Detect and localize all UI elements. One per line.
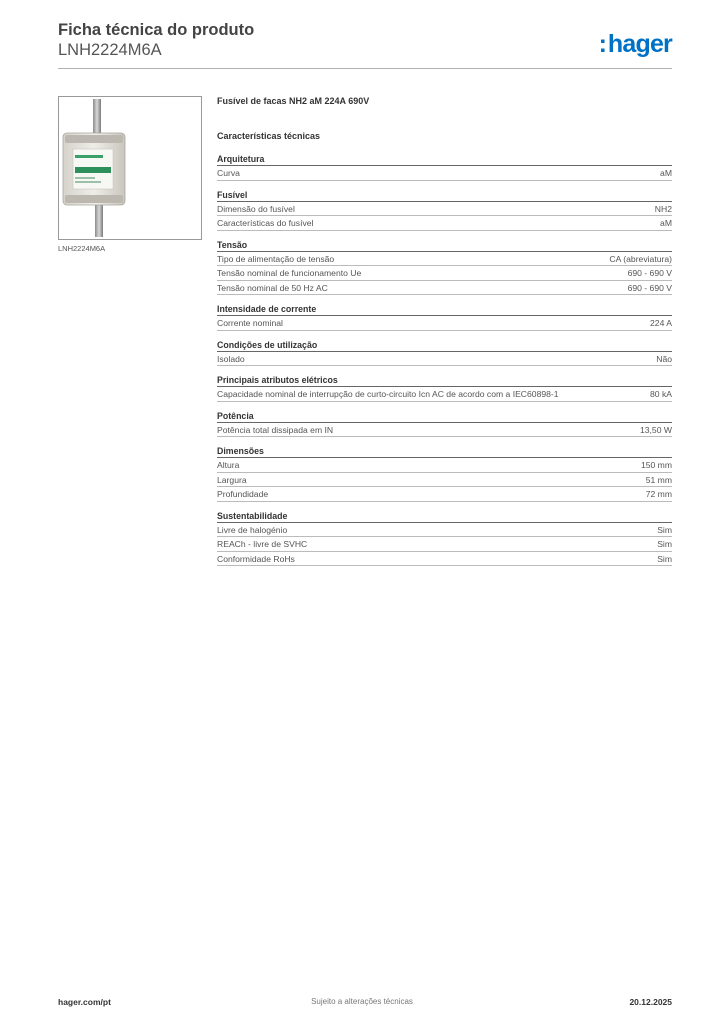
spec-row [217,281,672,296]
spec-value: aM [660,168,672,178]
spec-value: Sim [657,539,672,549]
spec-value: CA (abreviatura) [609,253,672,264]
header-divider [58,68,672,69]
spec-group-title: Condições de utilização [217,338,672,352]
spec-group-title: Arquitetura [217,152,672,166]
spec-group [217,188,672,231]
spec-value: aM [660,218,672,228]
logo-colon: : [598,30,607,58]
footer-website[interactable]: hager.com/pt [58,997,111,1007]
hager-logo [599,30,672,59]
spec-group [217,338,672,367]
spec-label: Dimensão do fusível [217,203,295,214]
footer-notice: Sujeito a alterações técnicas [311,997,413,1006]
spec-value: Não [656,353,672,364]
spec-label: REACh - livre de SVHC [217,539,308,549]
spec-row [217,266,672,281]
spec-label: Altura [217,460,240,470]
spec-label: Potência total dissipada em IN [217,424,334,435]
spec-label: Livre de halogénio [217,524,288,535]
spec-label: Tipo de alimentação de tensão [217,253,335,264]
spec-label: Corrente nominal [217,318,283,328]
product-reference: LNH2224M6A [58,41,162,59]
spec-value: NH2 [654,203,672,214]
spec-label: Profundidade [217,489,269,499]
spec-row [217,352,672,367]
spec-group [217,509,672,567]
spec-group [217,409,672,438]
page-title: Ficha técnica do produto [58,21,255,39]
spec-group [217,238,672,296]
spec-value: 690 - 690 V [627,268,672,278]
spec-value: 51 mm [645,474,672,485]
spec-group-title: Potência [217,409,672,423]
spec-label: Largura [217,474,247,485]
spec-row [217,252,672,267]
spec-row [217,523,672,538]
spec-group-title: Intensidade de corrente [217,302,672,316]
spec-groups [217,152,672,566]
image-caption: LNH2224M6A [58,244,106,253]
spec-group [217,444,672,502]
product-description: Fusível de facas NH2 aM 224A 690V [217,96,370,106]
logo-text: hager [607,30,672,58]
spec-row [217,458,672,473]
spec-row [217,552,672,567]
fuse-illustration [59,97,201,239]
spec-value: 690 - 690 V [627,282,672,293]
spec-group-title: Fusível [217,188,672,202]
spec-value: 80 kA [650,389,672,399]
spec-label: Características do fusível [217,218,314,228]
spec-value: 13,50 W [639,424,672,435]
spec-row [217,487,672,502]
page-header [58,20,672,70]
spec-group-title: Principais atributos elétricos [217,373,672,387]
spec-row [217,202,672,217]
spec-group-title: Sustentabilidade [217,509,672,523]
spec-row [217,166,672,181]
spec-row [217,537,672,552]
spec-label: Isolado [217,353,245,364]
spec-label: Capacidade nominal de interrupção de curto-circuito Icn AC de acordo com a IEC60898-1 [217,389,559,399]
spec-row [217,423,672,438]
spec-value: 224 A [650,318,672,328]
spec-row [217,316,672,331]
spec-value: 150 mm [640,460,672,470]
spec-group-title: Tensão [217,238,672,252]
footer-date: 20.12.2025 [629,997,672,1007]
spec-row [217,216,672,231]
spec-row [217,473,672,488]
spec-label: Conformidade RoHs [217,553,295,564]
product-image [58,96,202,240]
spec-value: Sim [657,524,672,535]
section-heading: Características técnicas [217,131,321,141]
spec-group [217,373,672,402]
spec-sheet [217,94,672,566]
spec-value: Sim [657,553,672,564]
spec-group-title: Dimensões [217,444,672,458]
spec-group [217,152,672,181]
spec-label: Curva [217,168,240,178]
spec-label: Tensão nominal de funcionamento Ue [217,268,362,278]
spec-row [217,387,672,402]
spec-label: Tensão nominal de 50 Hz AC [217,282,328,293]
spec-value: 72 mm [645,489,672,499]
spec-group [217,302,672,331]
